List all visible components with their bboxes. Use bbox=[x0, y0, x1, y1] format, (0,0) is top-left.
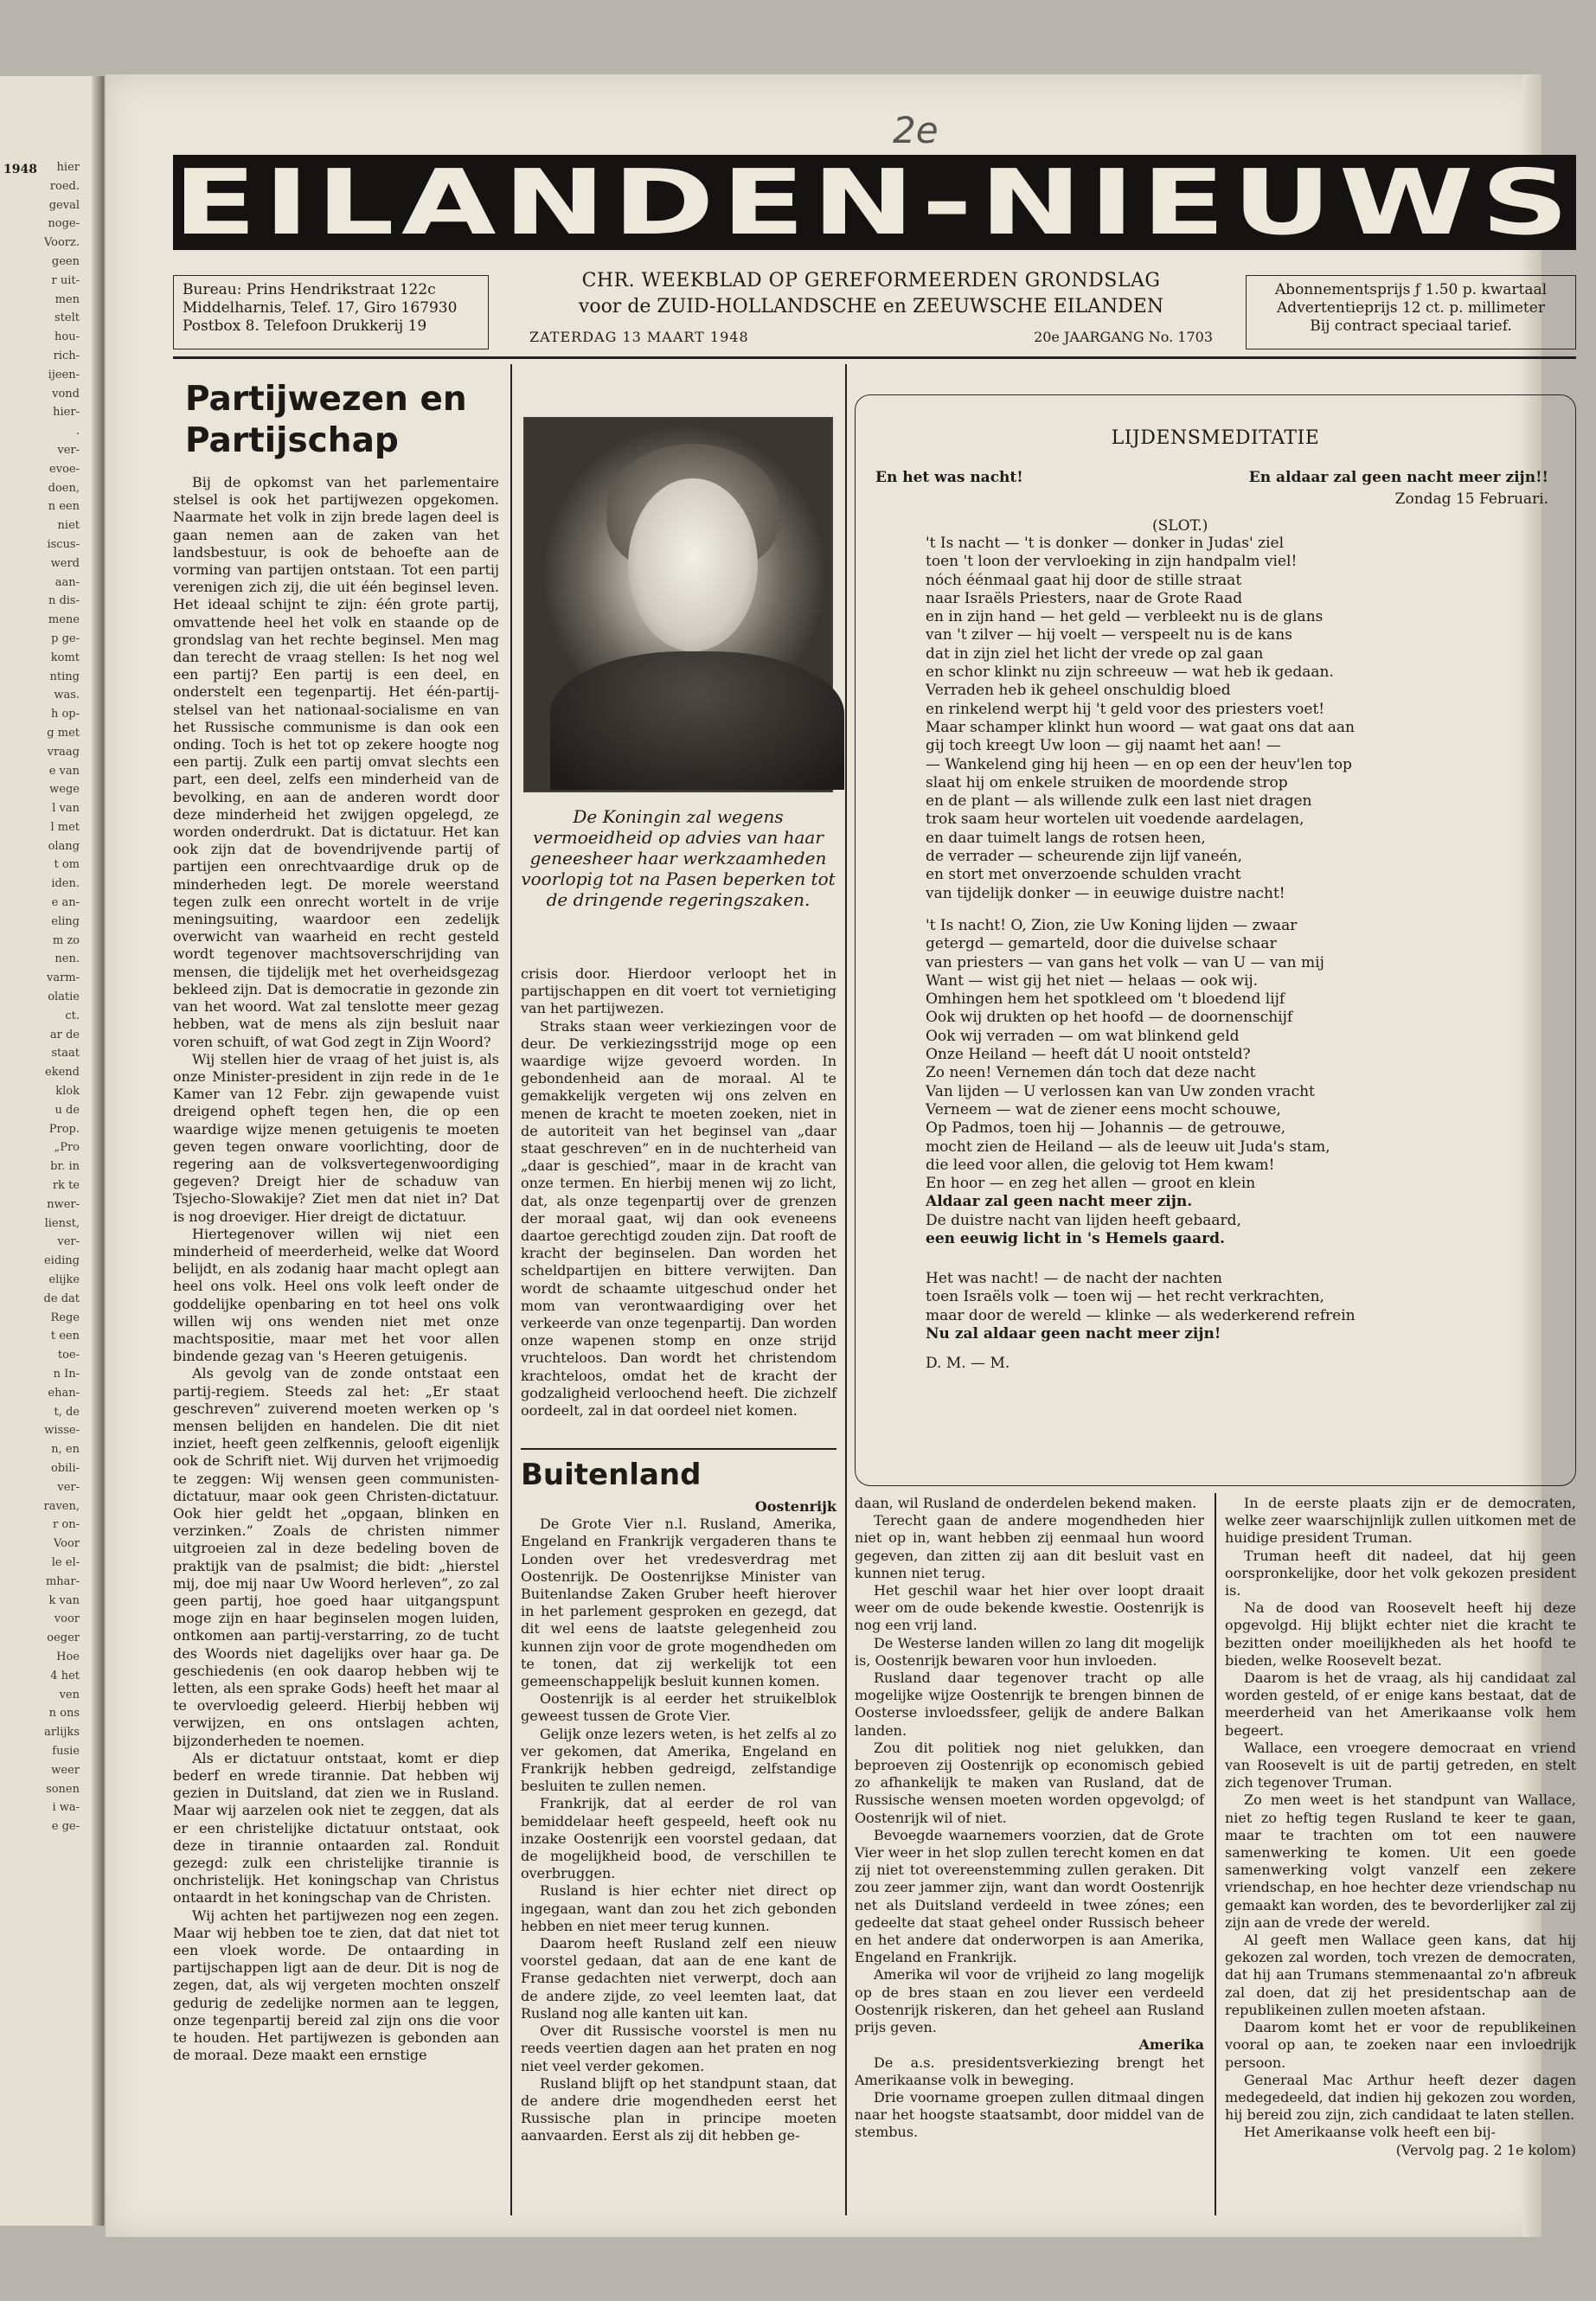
text-line: en in zijn hand — het geld — verbleekt nu is de glans bbox=[926, 608, 1324, 626]
text-line: ver- bbox=[57, 1235, 80, 1249]
section-heading-buitenland: Buitenland bbox=[521, 1458, 702, 1492]
text-line: roed. bbox=[49, 179, 80, 193]
text-line: g met bbox=[47, 726, 80, 740]
meditation-stanza-3 bbox=[926, 1270, 1356, 1343]
meditation-stanza-2 bbox=[926, 917, 1330, 1248]
text-line: En hoor — en zeg het allen — groot en klein bbox=[926, 1175, 1256, 1193]
text-line: sonen bbox=[46, 1782, 80, 1796]
text-line: n dis- bbox=[48, 594, 80, 608]
paragraph: Wij achten het partijwezen nog een zegen. Maar wij hebben toe te zien, dat dat niet tot een vloek worde. De ontaarding in partijschappen ligt aan de deur. Dit is nog de zegen, dat, als wij vergeten mochten onszelf gedurig de zedelijke normen aan te leggen, onze tegenpartij bereid zal zijn ons die voor te houden. Het partijwezen is gebonden aan de moraal. Deze maakt een ernstige bbox=[173, 1907, 499, 2064]
text-line: Zo neen! Vernemen dán toch dat deze nacht bbox=[926, 1064, 1256, 1082]
column-divider bbox=[845, 364, 847, 2215]
text-line: nen. bbox=[54, 952, 80, 966]
paragraph: Daarom komt het er voor de republikeinen vooral op aan, te zoeken naar een invloedrijk persoon. bbox=[1225, 2019, 1576, 2071]
text-line: Nu zal aldaar geen nacht meer zijn! bbox=[926, 1324, 1221, 1343]
meditation-right-note: En aldaar zal geen nacht meer zijn!! bbox=[1248, 469, 1548, 486]
text-line: De duistre nacht van lijden heeft gebaard, bbox=[926, 1211, 1241, 1229]
paragraph: Als gevolg van de zonde ontstaat een partij-regiem. Steeds zal het: „Er staat geschreven” zuiverend moeten werken op 's mensen belijden en handelen. Die dit niet inziet, heeft geen zelfkennis, gelooft eigenlijk ook de Schrift niet. Wij durven het vrijmoedig te zeggen: Wij wensen geen communisten-dictatuur, maar ook geen Christen-dictatuur. Ook hier geldt het „opgaan, blinken en verzinken.” Zoals de christen nimmer uitgroeien zal in deze bedeling boven de praktijk van de psalmist; die bidt: „hierstel mij, doe mij naar Uw Woord herleven”, zo zal geen partij, hoe goed haar uitgangspunt moge zijn en haar beginselen mogen luiden, ontkomen aan partij-verstarring, zo de tucht des Woords niet dagelijks over haar ga. De geschiedenis (en ook daarop hebben wij te letten, als een sprake Gods) heeft het maar al te overvloedig geleerd. Hierbij hebben wij verwijzen, en ons ontslagen achten, bijzonderheden te noemen. bbox=[173, 1365, 499, 1749]
paragraph: Oostenrijk is al eerder het struikelblok geweest tussen de Grote Vier. bbox=[521, 1690, 836, 1725]
text-line: eiding bbox=[43, 1254, 80, 1268]
article-buitenland-col2 bbox=[855, 1495, 1204, 2214]
text-line: n een bbox=[48, 500, 80, 514]
text-line: Onze Heiland — heeft dát U nooit ontsteld? bbox=[926, 1046, 1251, 1064]
issue-number: 20e JAARGANG No. 1703 bbox=[1034, 329, 1213, 345]
paragraph: Als er dictatuur ontstaat, komt er diep bederf en wrede tirannie. Dat hebben wij gezien in Duitsland, dat zien we in Rusland. Maar wij aarzelen ook niet te zeggen, dat als er een christelijke dictatuur ontstaat, ook deze in tirannie ontaarden zal. Ronduit gezegd: zulk een christelijke tirannie is onchristelijk. Het koningschap van Christus ontaardt in het koningschap van de Christen. bbox=[173, 1749, 499, 1907]
meditation-left-note: En het was nacht! bbox=[875, 469, 1023, 486]
text-line: k van bbox=[48, 1593, 80, 1607]
spine-year: 1948 bbox=[3, 163, 37, 176]
text-line: le el- bbox=[51, 1555, 80, 1569]
text-line: naar Israëls Priesters, naar de Grote Raad bbox=[926, 589, 1243, 607]
text-line: komt bbox=[50, 651, 80, 664]
text-line: obili- bbox=[50, 1461, 80, 1475]
text-line: t een bbox=[50, 1330, 80, 1343]
text-line: geval bbox=[48, 198, 80, 212]
text-line: maar door de wereld — klinke — als wederkerend refrein bbox=[926, 1306, 1356, 1324]
text-line: ven bbox=[59, 1688, 80, 1702]
text-line: Van lijden — U verlossen kan van Uw zonden vracht bbox=[926, 1082, 1315, 1100]
article-buitenland-col3 bbox=[1225, 1495, 1576, 2214]
paragraph: Bij de opkomst van het parlementaire stelsel is ook het partijwezen opgekomen. Naarmate het volk in zijn brede lagen deel is gaan nemen aan de zaken van het landsbestuur, is ook de behoefte aan de vorming van partijen ontstaan. Tot een partij verenigen zich zij, die uit één beginsel leven. Het ideaal schijnt te zijn: één grote partij, omvattende heel het volk en staande op de grondslag van het rechte beginsel. Men mag dan terecht de vraag stellen: Is het nog wel een partij? Een partij is een deel, en onderstelt een tegenpartij. Het één-partij-stelsel van het nationaal-socialisme en van het Russische communisme is dan ook een onding. Toch is het tot op zekere hoogte nog een partij. Zulk een partij omvat slechts een part, een deel, zelfs een minderheid van de bevolking, en aan de anderen wordt door deze minderheid het zwijgen opgelegd, ze worden onderdrukt. Dat is dictatuur. Het kan ook zijn dat de bovendrijvende partij of partijen een onrechtvaardige druk op de minderheden legt. De morele weerstand tegen zulk een onrecht wortelt in de vrije meningsuiting, waardoor een zedelijk overwicht van waarheid en recht gesteld wordt tegenover machtsoverschrijding van mensen, die tijdelijk met het overheidsgezag bekleed zijn. Dat is democratie in gezonde zin van het woord. Wat zal tenslotte meer gezag hebben, wat de mens als zijn besluit naar voren schuift, of wat God zegt in Zijn Woord? bbox=[173, 474, 499, 1050]
text-line: dat in zijn ziel het licht der vrede op zal gaan bbox=[926, 644, 1264, 663]
text-line: lienst, bbox=[44, 1216, 80, 1230]
text-line: toen 't loon der vervloeking in zijn handpalm viel! bbox=[926, 553, 1298, 571]
continued-note: (Vervolg pag. 2 1e kolom) bbox=[1395, 2141, 1576, 2158]
text-line: staat bbox=[51, 1047, 80, 1061]
handwritten-mark: 2e bbox=[893, 109, 939, 151]
text-line: was. bbox=[54, 689, 80, 702]
text-line: . bbox=[75, 425, 80, 439]
text-line: Op Padmos, toen hij — Johannis — de getrouwe, bbox=[926, 1119, 1286, 1138]
bureau-line: Postbox 8. Telefoon Drukkerij 19 bbox=[183, 317, 427, 335]
text-line: Aldaar zal geen nacht meer zijn. bbox=[926, 1193, 1193, 1211]
paragraph: Daarom heeft Rusland zelf een nieuw voorstel gedaan, dat aan de ene kant de Franse gedachten niet verwerpt, doch aan de andere zijde, zo veel leemten laat, dat Rusland nog alle kanten uit kan. bbox=[521, 1935, 836, 2022]
text-line: u de bbox=[54, 1103, 80, 1117]
paragraph: crisis door. Hierdoor verloopt het in partijschappen en dit voert tot vernietiging van het partijwezen. bbox=[521, 965, 836, 1017]
text-line: en daar tuimelt langs de rotsen heen, bbox=[926, 829, 1206, 847]
text-line: Voorz. bbox=[43, 236, 80, 250]
meditation-slot: (SLOT.) bbox=[1152, 517, 1208, 535]
text-line: nting bbox=[49, 670, 80, 683]
text-line: oeger bbox=[47, 1631, 80, 1645]
article-headline: Partijwezen en Partijschap bbox=[185, 380, 467, 460]
text-line: nóch éénmaal gaat hij door de stille straat bbox=[926, 571, 1242, 589]
text-line: h op- bbox=[50, 708, 80, 721]
paragraph: Truman heeft dit nadeel, dat hij geen oorspronkelijke, door het volk gekozen president is. bbox=[1225, 1547, 1576, 1599]
adjacent-page-edge bbox=[0, 76, 105, 2226]
paragraph: Wij stellen hier de vraag of het juist is, als onze Minister-president in zijn rede in de 1e Kamer van 12 Febr. zijn gewapende vuist dreigend opheft tegen hen, die op een waardige wijze menen getuigenis te moeten geven tegen onware voorlichting, door de regering aan de volksvertegenwoordiging gegeven? Dreigt hier de schaduw van Tsjecho-Slowakije? Ziet men dat niet in? Dat is nog droeviger. Hier dreigt de dictatuur. bbox=[173, 1050, 499, 1225]
text-line: n ons bbox=[48, 1707, 80, 1721]
article-partijwezen bbox=[173, 379, 499, 2213]
text-line: geen bbox=[51, 254, 80, 268]
bureau-line: Middelharnis, Telef. 17, Giro 167930 bbox=[183, 299, 458, 317]
paragraph: Wallace, een vroegere democraat en vriend van Roosevelt is uit de partij getreden, en stelt zich tegenover Truman. bbox=[1225, 1739, 1576, 1791]
subscription-line: Abonnementsprijs ƒ 1.50 p. kwartaal bbox=[1274, 281, 1548, 298]
text-line: Rege bbox=[50, 1311, 80, 1324]
meditation-signature: D. M. — M. bbox=[926, 1355, 1010, 1372]
text-line: Maar schamper klinkt hun woord — wat gaat ons dat aan bbox=[926, 718, 1355, 736]
text-line: vond bbox=[52, 387, 80, 401]
text-line: aan- bbox=[54, 575, 80, 589]
paragraph: Na de dood van Roosevelt heeft hij deze opgevolgd. Hij blijkt echter niet die kracht te bezitten onder moeilijkheden als het hoofd te bieden, welke Roosevelt bezat. bbox=[1225, 1599, 1576, 1669]
text-line: en schor klinkt nu zijn schreeuw — wat heb ik gedaan. bbox=[926, 663, 1334, 682]
text-line: raven, bbox=[43, 1499, 80, 1513]
text-line: arlijks bbox=[44, 1726, 80, 1740]
text-line: eling bbox=[51, 914, 80, 928]
text-line: ct. bbox=[65, 1009, 80, 1022]
text-line: iscus- bbox=[47, 537, 80, 551]
text-line: fusie bbox=[52, 1744, 80, 1758]
column-divider bbox=[1215, 1493, 1216, 2215]
subscription-box bbox=[1246, 275, 1576, 349]
text-line: „Pro bbox=[54, 1141, 80, 1155]
paragraph: Bevoegde waarnemers voorzien, dat de Grote Vier weer in het slop zullen terecht komen en dat zij niet tot overeenstemming zullen geraken. Dit zou zeer jammer zijn, want dan wordt Oostenrijk net als Duitsland verdeeld in twee zónes; een gedeelte dat staat geheel onder Russisch beheer en het andere dat onderworpen is aan Amerika, Engeland en Frankrijk. bbox=[855, 1826, 1204, 1966]
subhead-amerika: Amerika bbox=[1138, 2036, 1204, 2054]
text-line: voor bbox=[54, 1612, 80, 1626]
text-line: doen, bbox=[48, 481, 80, 495]
text-line: niet bbox=[57, 519, 80, 533]
text-line: toen Israëls volk — toen wij — het recht verkrachten, bbox=[926, 1288, 1324, 1306]
paragraph: De Westerse landen willen zo lang dit mogelijk is, Oostenrijk bewaren voor hun invloeden. bbox=[855, 1634, 1204, 1669]
text-line: iden. bbox=[51, 877, 80, 891]
text-line: mene bbox=[48, 613, 80, 627]
paragraph: daan, wil Rusland de onderdelen bekend maken. bbox=[855, 1495, 1197, 1511]
paragraph: Rusland daar tegenover tracht op alle mogelijke wijze Oostenrijk te brengen binnen de Oosterse invloedssfeer, gelijk de andere Balkan landen. bbox=[855, 1670, 1204, 1739]
text-line: Verneem — wat de ziener eens mocht schouwe, bbox=[926, 1100, 1281, 1118]
paragraph: De a.s. presidentsverkiezing brengt het Amerikaanse volk in beweging. bbox=[855, 2054, 1204, 2088]
paragraph: Frankrijk, dat al eerder de rol van bemiddelaar heeft gespeeld, heeft ook nu inzake Oostenrijk een voorstel gedaan, dat de mogelijkheid bood, de verschillen te overbruggen. bbox=[521, 1795, 836, 1882]
text-line: die leed voor allen, die gelovig tot Hem kwam! bbox=[926, 1156, 1275, 1174]
bureau-line: Bureau: Prins Hendrikstraat 122c bbox=[183, 281, 436, 298]
text-line: Verraden heb ik geheel onschuldig bloed bbox=[926, 682, 1231, 700]
paragraph: Het Amerikaanse volk heeft een bij- bbox=[1244, 2124, 1497, 2141]
subtitle-line-1: CHR. WEEKBLAD OP GEREFORMEERDEN GRONDSLAG bbox=[581, 270, 1161, 292]
column-divider bbox=[510, 364, 512, 2215]
paragraph: Terecht gaan de andere mogendheden hier niet op in, want hebben zij eenmaal hun woord gegeven, dan zitten zij aan dit besluit vast en kunnen niet terug. bbox=[855, 1512, 1204, 1581]
issue-date: ZATERDAG 13 MAART 1948 bbox=[529, 329, 749, 345]
article-partijwezen-continued bbox=[521, 965, 836, 1445]
text-line: toe- bbox=[57, 1349, 80, 1362]
text-line: 4 het bbox=[50, 1669, 80, 1682]
newspaper-page bbox=[106, 74, 1576, 2237]
text-line: olatie bbox=[48, 990, 80, 1004]
paragraph: Hiertegenover willen wij niet een minderheid of meerderheid, welke dat Woord belijdt, en als zodanig haar macht oplegt aan heel ons volk. Heel ons volk leeft onder de goddelijke openbaring en tot heel ons volk willen wij ons wenden niet met onze machtspositie, maar met het voor allen bindende gezag van 's Heeren getuigenis. bbox=[173, 1225, 499, 1365]
text-line: 't Is nacht! O, Zion, zie Uw Koning lijden — zwaar bbox=[926, 917, 1298, 934]
text-line: klok bbox=[55, 1085, 80, 1099]
text-line: ekend bbox=[45, 1066, 80, 1080]
text-line: Ook wij verraden — om wat blinkend geld bbox=[926, 1027, 1240, 1045]
meditation-date: Zondag 15 Februari. bbox=[1394, 490, 1548, 508]
page-gutter bbox=[92, 76, 104, 2226]
text-line: men bbox=[54, 292, 80, 306]
text-line: van tijdelijk donker — in eeuwige duistre nacht! bbox=[926, 884, 1285, 902]
text-line: een eeuwig licht in 's Hemels gaard. bbox=[926, 1230, 1225, 1248]
paragraph: Drie voorname groepen zullen ditmaal dingen naar het hoogste staatsambt, door middel van de stembus. bbox=[855, 2088, 1204, 2141]
paragraph: Generaal Mac Arthur heeft dezer dagen medegedeeld, dat indien hij gekozen zou worden, hij bereid zou zijn, zich candidaat te laten stellen. bbox=[1225, 2071, 1576, 2124]
text-line: n, en bbox=[51, 1443, 80, 1457]
text-line: r on- bbox=[53, 1518, 80, 1532]
text-line: l met bbox=[50, 820, 80, 834]
text-line: de verrader — scheurende zijn lijf vaneén, bbox=[926, 848, 1242, 866]
paragraph: Amerika wil voor de vrijheid zo lang mogelijk op de bres staan en zou liever een verdeeld Oostenrijk riskeren, dan het geheel aan Rusland prijs geven. bbox=[855, 1966, 1204, 2036]
text-line: en de plant — als willende zulk een last niet dragen bbox=[926, 792, 1312, 811]
paragraph: Het geschil waar het hier over loopt draait weer om de oude bekende kwestie. Oostenrijk is nog een vrij land. bbox=[855, 1582, 1204, 1634]
meditation-title: LIJDENSMEDITATIE bbox=[1111, 427, 1320, 449]
text-line: trok saam heur wortelen uit voedende aardelagen, bbox=[926, 811, 1304, 829]
text-line: br. in bbox=[50, 1160, 80, 1174]
text-line: mhar- bbox=[45, 1574, 80, 1588]
text-line: nwer- bbox=[47, 1197, 80, 1211]
text-line: getergd — gemarteld, door die duivelse schaar bbox=[926, 935, 1277, 953]
text-line: werd bbox=[50, 556, 80, 570]
text-line: en stort met onverzoende schulden vracht bbox=[926, 866, 1241, 884]
text-line: gij toch kreegt Uw loon — gij naamt het aan! — bbox=[926, 737, 1281, 755]
paragraph: De Grote Vier n.l. Rusland, Amerika, Engeland en Frankrijk vergaderen thans te Londen over het vredesverdrag met Oostenrijk. De Oostenrijkse Minister van Buitenlandse Zaken Gruber heeft hierover in het parlement gesproken en gezegd, dat dit wel eens de laatste gelegenheid zou kunnen zijn voor de grote mogendheden om te tonen, dat zij werkelijk tot een gemeenschappelijk besluit kunnen komen. bbox=[521, 1516, 836, 1690]
text-line: i wa- bbox=[52, 1801, 80, 1815]
text-line: rk te bbox=[52, 1179, 80, 1193]
text-line: rich- bbox=[53, 349, 80, 362]
text-line: Want — wist gij het niet — helaas — ook wij. bbox=[926, 971, 1259, 990]
article-buitenland-col1 bbox=[521, 1457, 836, 2214]
subhead-oostenrijk: Oostenrijk bbox=[754, 1498, 836, 1515]
text-line: Hoe bbox=[56, 1650, 80, 1663]
text-line: ar de bbox=[49, 1028, 80, 1042]
text-line: ehan- bbox=[48, 1386, 80, 1400]
text-line: varm- bbox=[46, 971, 80, 985]
text-line: p ge- bbox=[51, 631, 80, 645]
text-line: e ge- bbox=[51, 1820, 80, 1834]
text-line: — Wankelend ging hij heen — en op een der heuv'len top bbox=[926, 755, 1352, 773]
queen-portrait-photo bbox=[523, 417, 833, 792]
text-line: t om bbox=[54, 858, 80, 872]
paragraph: Daarom is het de vraag, als hij candidaat zal worden gesteld, of er enige kans bestaat, dat de meerderheid van het Amerikaanse volk hem begeert. bbox=[1225, 1670, 1576, 1739]
paragraph: In de eerste plaats zijn er de democraten, welke zeer waarschijnlijk zullen uitkomen met de huidige president Truman. bbox=[1225, 1495, 1576, 1547]
paragraph: Zo men weet is het standpunt van Wallace, niet zo heftig tegen Rusland te keer te gaan, maar te trachten om tot een nauwere samenwerking te komen. Uit een goede samenwerking volgt vanzelf een zekere vriendschap, en hoe hechter deze vriendschap nu gemaakt kan worden, des te bevorderlijker zal zij zijn aan de vrede der wereld. bbox=[1225, 1791, 1576, 1931]
meditation-stanza-1 bbox=[926, 535, 1355, 903]
text-line: ver- bbox=[57, 443, 80, 457]
text-line: mocht zien de Heiland — als de leeuw uit Juda's stam, bbox=[926, 1138, 1330, 1156]
text-line: m zo bbox=[52, 933, 80, 947]
text-line: e van bbox=[48, 764, 80, 778]
header-rule bbox=[173, 356, 1576, 359]
text-line: slaat hij om enkele struiken de moordende strop bbox=[926, 773, 1288, 792]
text-line: ijeen- bbox=[48, 368, 80, 381]
text-line: Voor bbox=[53, 1537, 80, 1551]
paragraph: Straks staan weer verkiezingen voor de deur. De verkiezingsstrijd moge op een waardige wijze gevoerd worden. In gebondenheid aan de moraal. Al te gemakkelijk vergeten wij ons zelven en menen de kracht te moeten zoeken, niet in de autoriteit van het beginsel van „daar staat geschreven” en in de nuchterheid van „daar is geschied”, maar in de kracht van onze termen. En hierbij menen wij zo licht, dat, als onze tegenpartij over de grenzen der moraal gaat, wij dan ook eveneens daartoe gerechtigd zouden zijn. Dat rooft de kracht der beginselen. Dan worden het scheldpartijen en bittere verwijten. Dan wordt de schaamte uitgeschud onder het mom van verontwaardiging over het verkeerde van onze tegenpartij. Dan worden onze wapenen stomp en onze strijd vruchteloos. Dan wordt het christendom krachteloos, omdat het de kracht der godzaligheid verloochend heeft. Die zichzelf oordeelt, zal in dat oordeel niet komen. bbox=[521, 1017, 836, 1420]
text-line: e an- bbox=[51, 896, 80, 910]
paragraph: Zou dit politiek nog niet gelukken, dan beproeven zij Oostenrijk op economisch gebied zo afhankelijk te maken van Rusland, dat de Russische wensen moeten worden opgevolgd; of Oostenrijk wil of niet. bbox=[855, 1739, 1204, 1826]
text-line: 't Is nacht — 't is donker — donker in Judas' ziel bbox=[926, 535, 1285, 552]
text-line: noge- bbox=[48, 217, 80, 231]
text-line: wege bbox=[49, 783, 80, 797]
paragraph: Gelijk onze lezers weten, is het zelfs al zo ver gekomen, dat Amerika, Engeland en Frankrijk hebben gedreigd, zelfstandige besluiten te zullen nemen. bbox=[521, 1725, 836, 1795]
text-line: weer bbox=[51, 1763, 80, 1777]
text-line: evoe- bbox=[49, 462, 80, 476]
subscription-line: Advertentieprijs 12 ct. p. millimeter bbox=[1277, 299, 1545, 317]
paragraph: Al geeft men Wallace geen kans, dat hij gekozen zal worden, toch vrezen de democraten, dat hij aan Trumans stemmenaantal zo'n afbreuk zal doen, dat zij het presidentschap aan de republikeinen zullen moeten afstaan. bbox=[1225, 1932, 1576, 2018]
paragraph: Rusland blijft op het standpunt staan, dat de andere drie mogendheden eerst het Russische plan in principe moeten aanvaarden. Eerst als zij dit hebben ge- bbox=[521, 2074, 836, 2144]
text-line: ver- bbox=[57, 1480, 80, 1494]
text-line: elijke bbox=[48, 1273, 80, 1287]
text-line: hou- bbox=[54, 330, 80, 344]
text-line: van 't zilver — hij voelt — verspeelt nu is de kans bbox=[926, 626, 1292, 644]
text-line: n In- bbox=[53, 1368, 80, 1381]
paragraph: Over dit Russische voorstel is men nu reeds veertien dagen aan het praten en nog niet veel verder gekomen. bbox=[521, 2022, 836, 2074]
paragraph: Rusland is hier echter niet direct op ingegaan, want dan zou het zich gebonden hebben en niet meer terug kunnen. bbox=[521, 1882, 836, 1934]
text-line: wisse- bbox=[44, 1424, 80, 1438]
section-rule bbox=[521, 1448, 836, 1450]
text-line: Ook wij drukten op het hoofd — de doornenschijf bbox=[926, 1009, 1293, 1027]
subscription-line: Bij contract speciaal tarief. bbox=[1310, 317, 1512, 335]
text-line: van priesters — van gans het volk — van U — van mij bbox=[926, 953, 1324, 971]
text-line: t, de bbox=[54, 1405, 80, 1419]
text-line: stelt bbox=[54, 311, 80, 325]
masthead-title: EILANDEN-NIEUWS bbox=[173, 150, 1576, 255]
text-line: olang bbox=[48, 839, 80, 853]
photo-caption: De Koningin zal wegens vermoeidheid op advies van haar geneesheer haar werkzaamheden voorlopig tot na Pasen beperken tot de dringende regeringszaken. bbox=[521, 806, 836, 910]
text-line: de dat bbox=[43, 1292, 80, 1305]
text-line: hier bbox=[56, 161, 80, 174]
text-line: Prop. bbox=[48, 1122, 80, 1136]
text-line: Het was nacht! — de nacht der nachten bbox=[926, 1270, 1222, 1287]
text-line: r uit- bbox=[51, 273, 80, 287]
bureau-box bbox=[173, 275, 489, 349]
subtitle-line-2: voor de ZUID-HOLLANDSCHE en ZEEUWSCHE EILANDEN bbox=[578, 296, 1164, 317]
text-line: en rinkelend werpt hij 't geld voor des priesters voet! bbox=[926, 700, 1325, 718]
text-line: Omhingen hem het spotkleed om 't bloedend lijf bbox=[926, 990, 1285, 1009]
text-line: vraag bbox=[47, 745, 80, 759]
spine-text-fragments bbox=[2, 158, 80, 1836]
text-line: l van bbox=[52, 802, 80, 816]
text-line: hier- bbox=[53, 406, 80, 420]
